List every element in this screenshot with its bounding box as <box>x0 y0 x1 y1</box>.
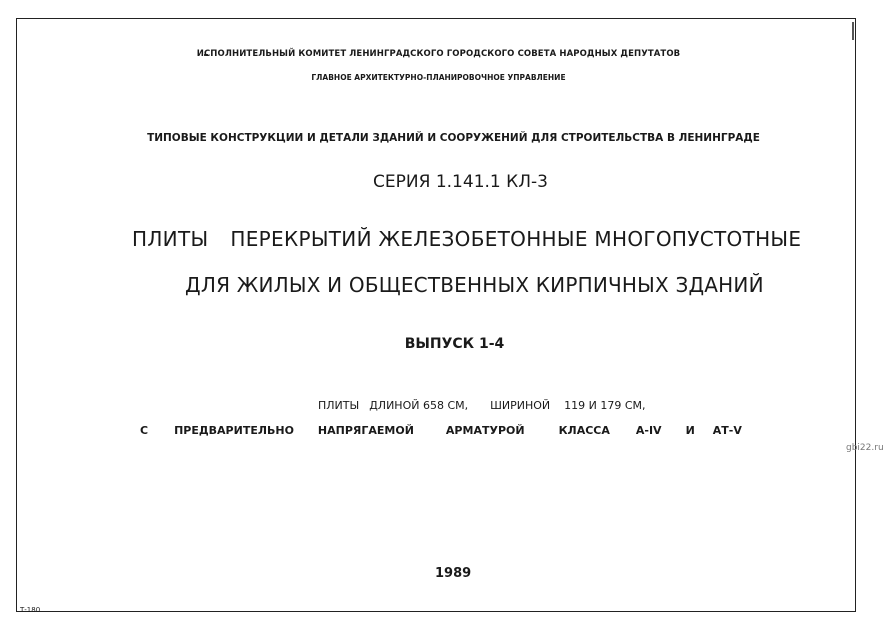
spec-item: ПРЕДВАРИТЕЛЬНО <box>174 424 294 437</box>
title-rest: ПЕРЕКРЫТИЙ ЖЕЛЕЗОБЕТОННЫЕ МНОГОПУСТОТНЫЕ <box>230 227 802 251</box>
spec-item: АТ-V <box>712 424 742 437</box>
spec-item: ПЛИТЫ <box>318 399 360 412</box>
spec-item: А-IV <box>635 424 662 437</box>
spec-item: НАПРЯГАЕМОЙ <box>317 424 414 437</box>
document-title-line-2: ДЛЯ ЖИЛЫХ И ОБЩЕСТВЕННЫХ КИРПИЧНЫХ ЗДАНИЙ <box>185 273 764 297</box>
document-title-line-1 <box>132 227 801 251</box>
organization-line: ИСПОЛНИТЕЛЬНЫЙ КОМИТЕТ ЛЕНИНГРАДСКОГО ГОРОДСКОГО СОВЕТА НАРОДНЫХ ДЕПУТАТОВ <box>196 49 681 59</box>
issue-number: ВЫПУСК 1-4 <box>404 336 505 352</box>
year: 1989 <box>435 566 472 581</box>
department-line: ГЛАВНОЕ АРХИТЕКТУРНО-ПЛАНИРОВОЧНОЕ УПРАВЛЕНИЕ <box>311 73 566 82</box>
watermark: gbi22.ru <box>846 443 884 453</box>
spec-item: И <box>685 424 695 437</box>
spec-item: 119 И 179 СМ, <box>564 399 646 412</box>
spec-item: КЛАССА <box>558 424 610 437</box>
frame-mark <box>852 22 854 40</box>
spec-row-1 <box>318 399 646 412</box>
spec-item: ШИРИНОЙ <box>490 399 551 412</box>
series-number: СЕРИЯ 1.141.1 КЛ-3 <box>373 172 548 192</box>
spec-item: С <box>140 424 149 437</box>
document-frame <box>16 18 856 612</box>
spec-row-2 <box>140 424 742 437</box>
series-title: ТИПОВЫЕ КОНСТРУКЦИИ И ДЕТАЛИ ЗДАНИЙ И СООРУЖЕНИЙ ДЛЯ СТРОИТЕЛЬСТВА В ЛЕНИНГРАДЕ <box>147 132 760 144</box>
spec-item: АРМАТУРОЙ <box>445 424 525 437</box>
sheet-code: Т-180 <box>20 606 41 614</box>
title-word: ПЛИТЫ <box>132 227 209 251</box>
spec-item: ДЛИНОЙ 658 СМ, <box>369 399 469 412</box>
